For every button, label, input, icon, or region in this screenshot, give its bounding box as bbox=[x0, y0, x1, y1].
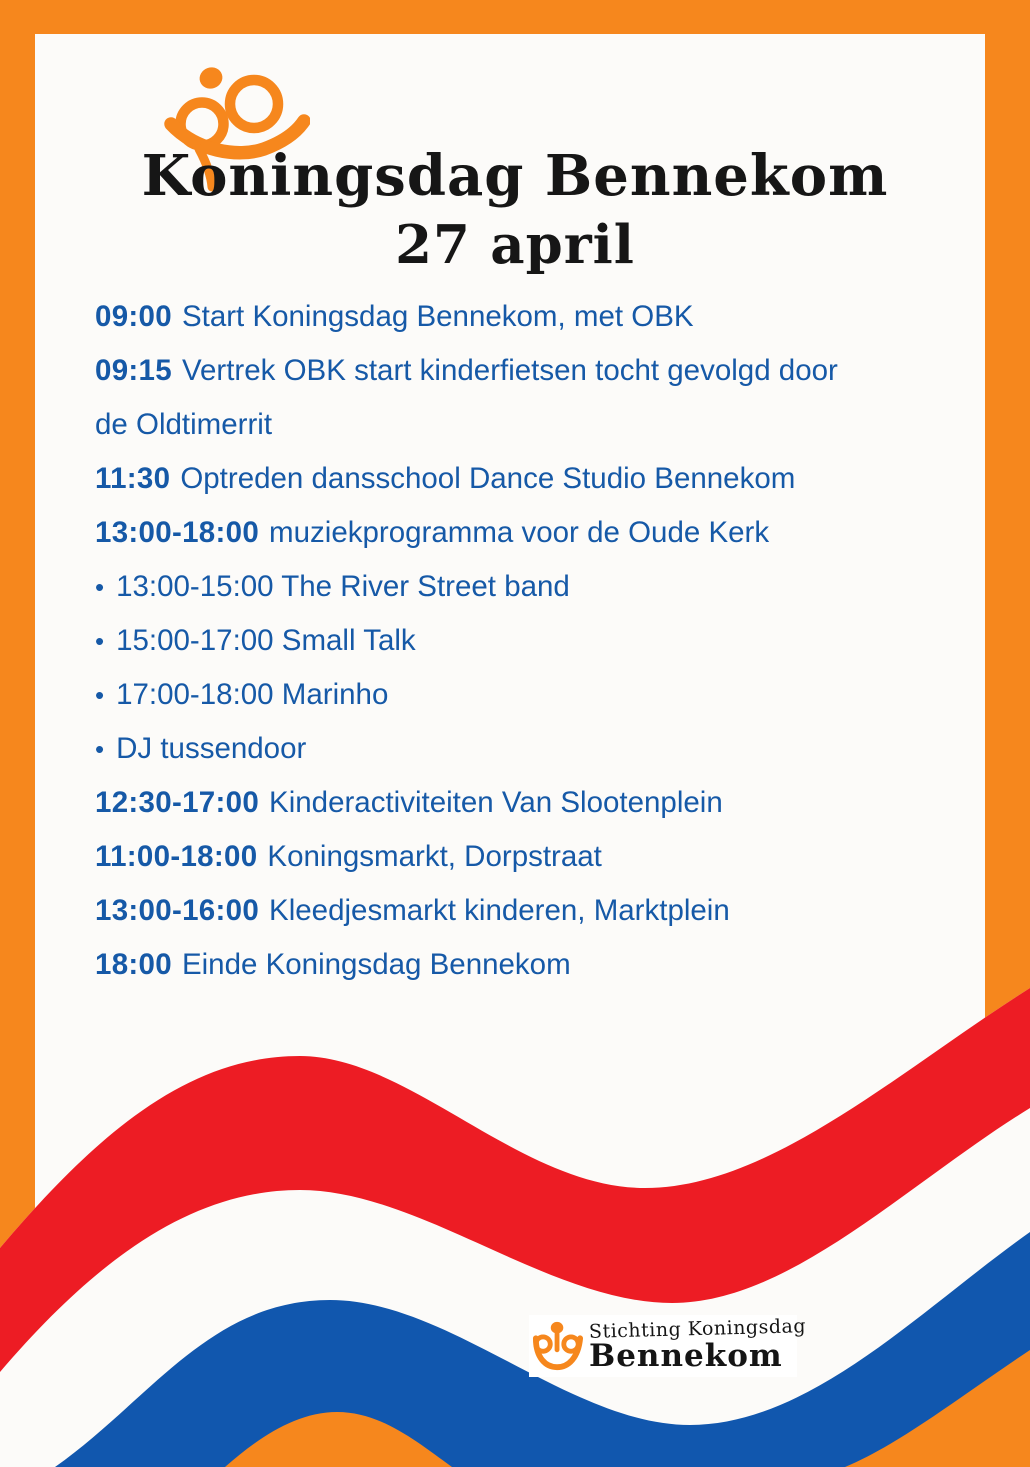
event-time: 18:00 bbox=[95, 948, 172, 981]
event-description: muziekprogramma voor de Oude Kerk bbox=[269, 516, 770, 549]
subtitle-date: 27 april bbox=[395, 214, 635, 276]
page-title: Koningsdag Bennekom bbox=[141, 143, 889, 209]
footer-logo bbox=[529, 1315, 807, 1377]
event-description: Vertrek OBK start kinderfietsen tocht gevolgd door bbox=[181, 354, 838, 387]
bullet-dot: • bbox=[95, 626, 105, 656]
event-description: Start Koningsdag Bennekom, met OBK bbox=[181, 300, 694, 333]
event-description: 17:00-18:00 Marinho bbox=[116, 678, 389, 711]
footer-org-name: Stichting Koningsdag bbox=[588, 1315, 807, 1344]
event-description: de Oldtimerrit bbox=[95, 408, 273, 441]
footer-logo-text bbox=[588, 1315, 807, 1375]
event-description: Kleedjesmarkt kinderen, Marktplein bbox=[269, 894, 730, 927]
event-time: 12:30-17:00 bbox=[95, 786, 260, 819]
event-time: 11:30 bbox=[95, 462, 171, 495]
event-description: Koningsmarkt, Dorpstraat bbox=[267, 840, 602, 873]
crown-icon bbox=[532, 1320, 584, 1372]
event-time: 13:00-16:00 bbox=[95, 894, 260, 927]
bullet-dot: • bbox=[95, 734, 105, 764]
bullet-dot: • bbox=[95, 680, 105, 710]
event-description: Einde Koningsdag Bennekom bbox=[181, 948, 571, 981]
event-description: 13:00-15:00 The River Street band bbox=[116, 570, 570, 603]
bullet-dot: • bbox=[95, 572, 105, 602]
event-time: 09:00 bbox=[95, 300, 172, 333]
event-description: DJ tussendoor bbox=[116, 732, 307, 765]
event-time: 11:00-18:00 bbox=[95, 840, 258, 873]
event-time: 09:15 bbox=[95, 354, 172, 387]
event-description: Kinderactiviteiten Van Slootenplein bbox=[269, 786, 723, 819]
event-description: Optreden dansschool Dance Studio Bennekom bbox=[180, 462, 796, 495]
event-time: 13:00-18:00 bbox=[95, 516, 260, 549]
event-description: 15:00-17:00 Small Talk bbox=[116, 624, 416, 657]
footer-org-place: Bennekom bbox=[589, 1338, 783, 1375]
